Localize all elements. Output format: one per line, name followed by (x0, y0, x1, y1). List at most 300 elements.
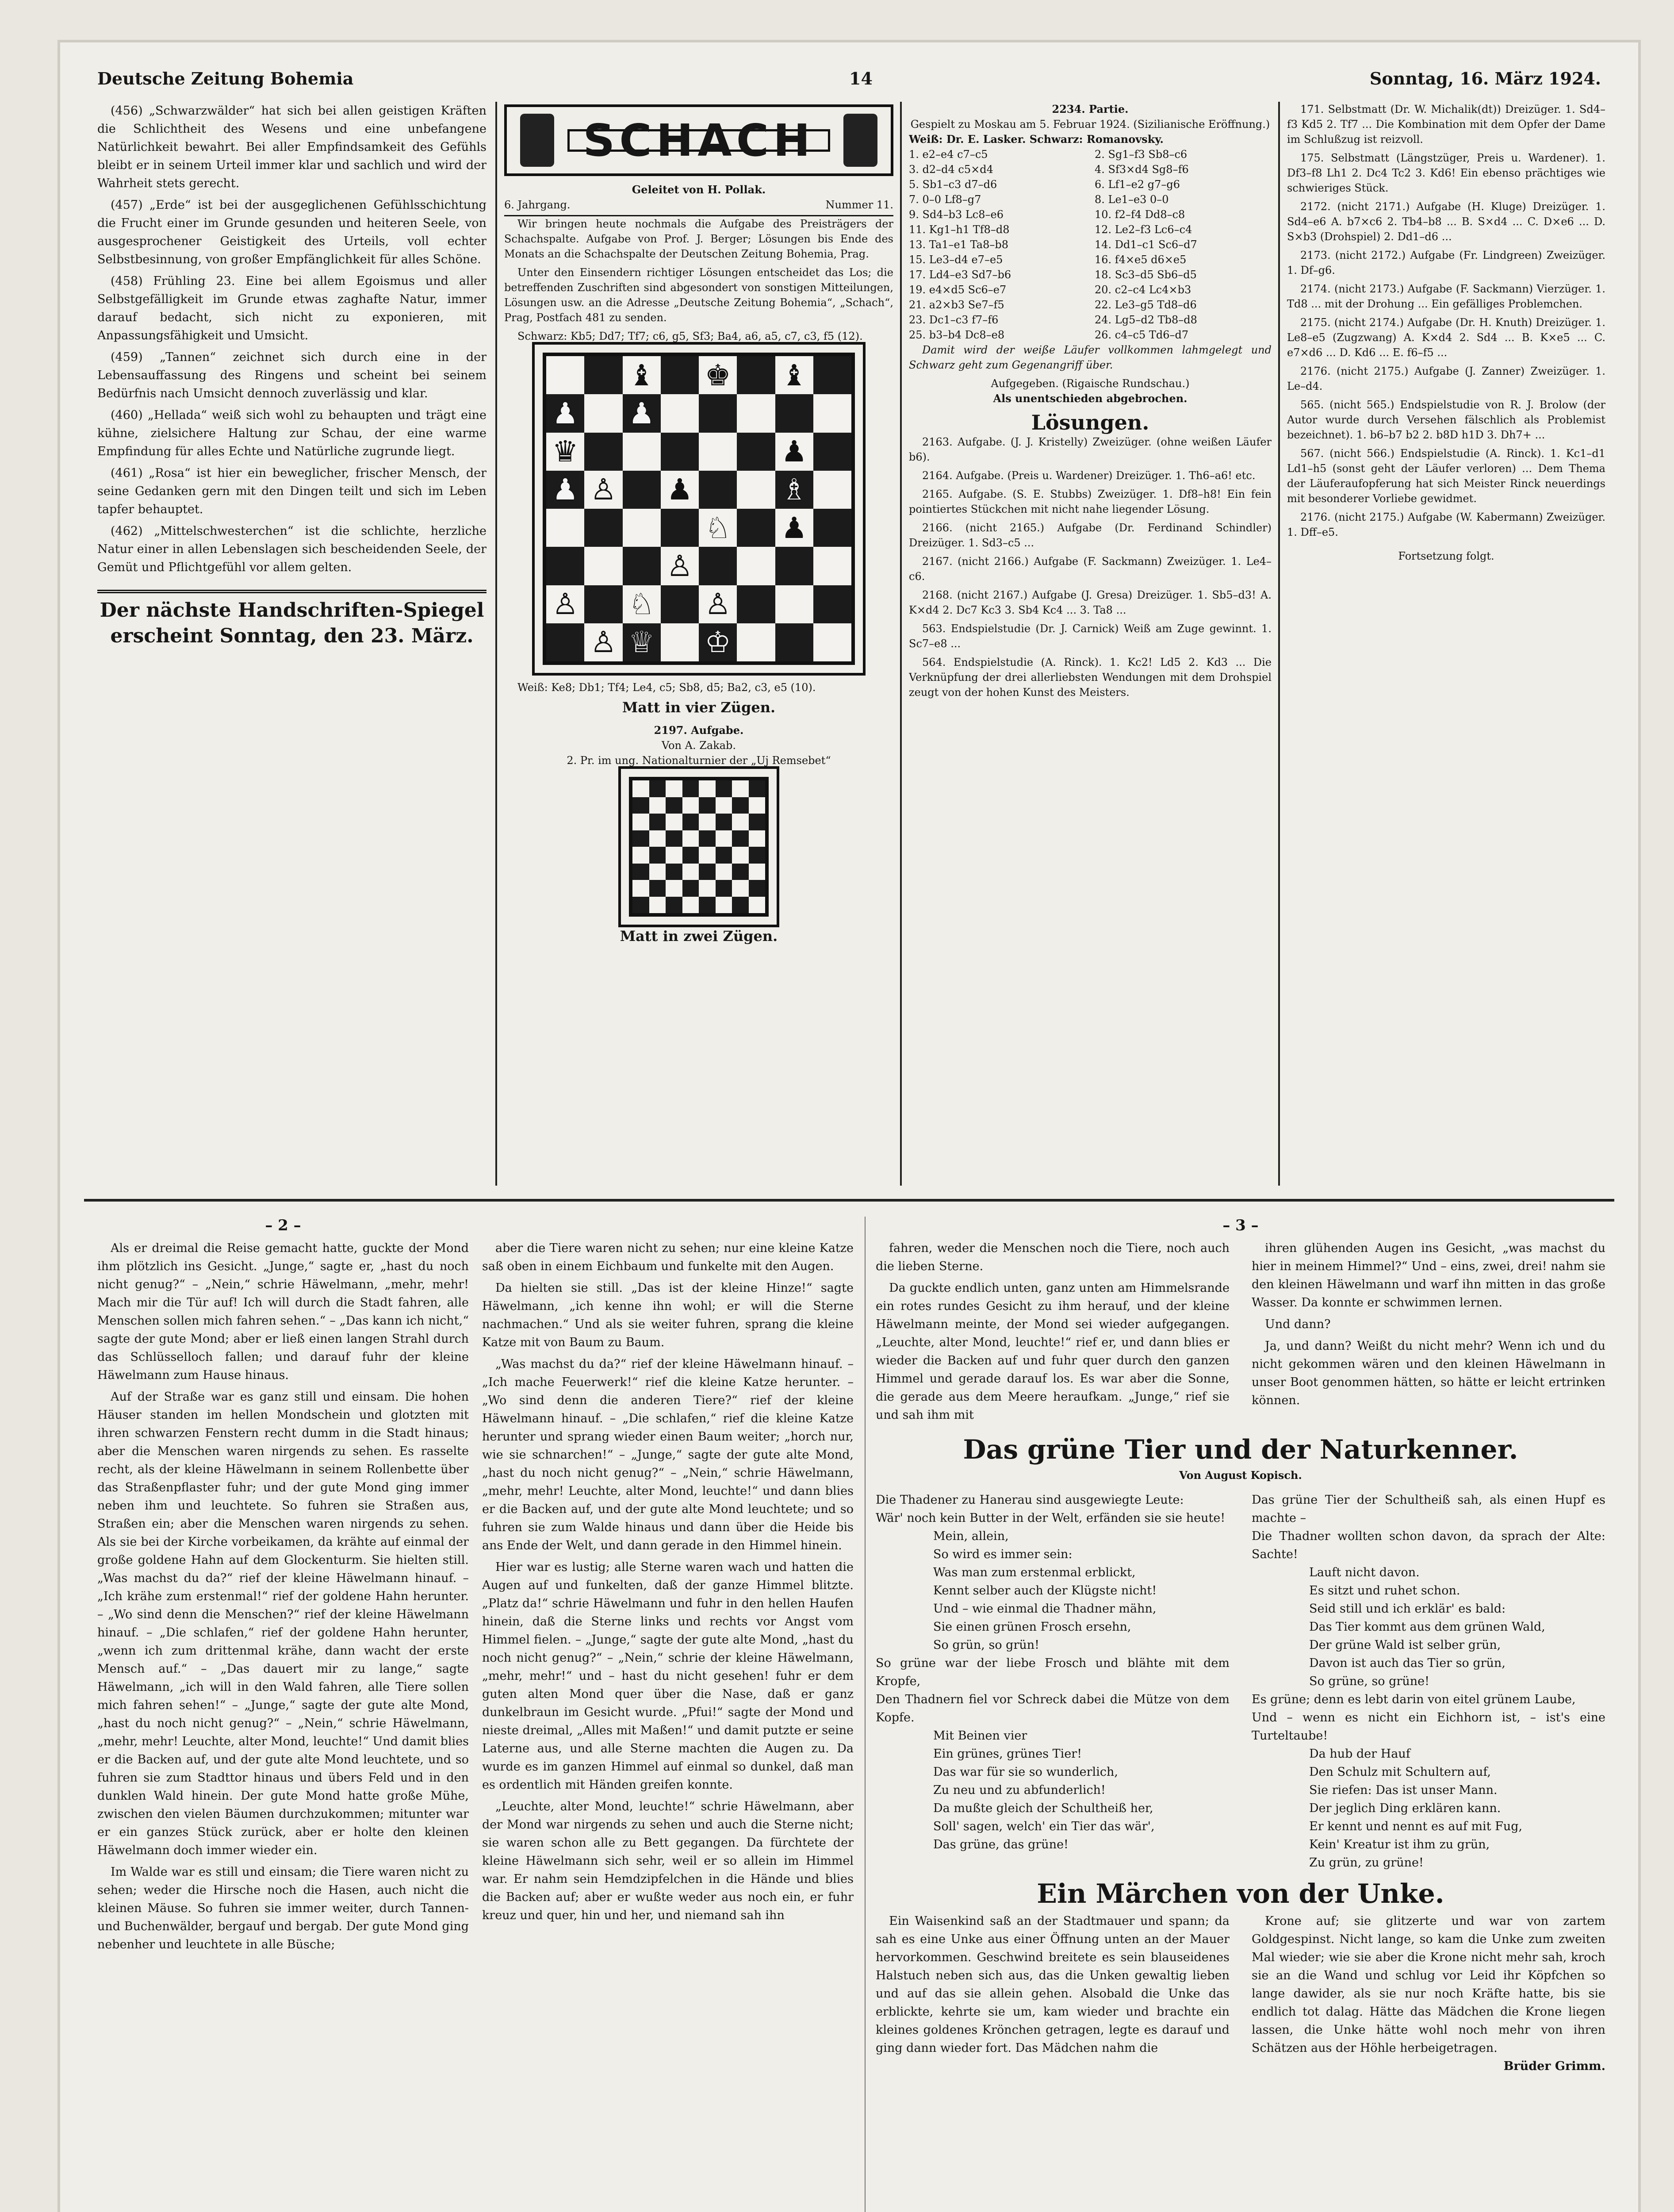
board-square (546, 356, 584, 394)
board-square (699, 830, 716, 847)
poem-line: Es sitzt und ruhet schon. (1309, 1584, 1460, 1598)
move: 7. 0–0 Lf8–g7 (909, 193, 981, 206)
board-square (813, 547, 851, 585)
chess-meta (504, 197, 893, 216)
page-number-right: – 3 – (1222, 1217, 1259, 1234)
board-square (732, 814, 749, 830)
board-square (699, 509, 737, 547)
board-square (732, 897, 749, 914)
partie-tail: Als unentschieden abgebrochen. (993, 392, 1188, 405)
board-square (666, 880, 682, 897)
board-square (682, 897, 699, 914)
board-square (623, 509, 661, 547)
graphology-entry: (461) „Rosa“ ist hier ein beweglicher, frischer Mensch, der seine Gedanken gern mit den Dingen teilt und sich im Leben tapfer behauptet. (97, 466, 486, 516)
chess-intro-2: Unter den Einsendern richtiger Lösungen entscheidet das Los; die betreffenden Zuschriften sind abgesondert von sonstigen Mitteilungen, Lösungen usw. an die Adresse „Deutsche Zeitung Bohemia“, „Schach“, Prag, Postfach 481 zu senden. (504, 266, 893, 324)
poem-line: Das Tier kommt aus dem grünen Wald, (1309, 1620, 1545, 1634)
board-square (649, 864, 666, 880)
board-square (623, 356, 661, 394)
board-square (682, 880, 699, 897)
move: 10. f2–f4 Dd8–c8 (1095, 208, 1185, 221)
chess-piece-icon: ♛ (552, 434, 578, 469)
poem-line: Sie riefen: Das ist unser Mann. (1309, 1783, 1498, 1797)
board-square (749, 847, 766, 864)
board-square (732, 864, 749, 880)
move: 21. a2×b3 Se7–f5 (909, 299, 1004, 311)
board-square (813, 394, 851, 432)
move: 8. Le1–e3 0–0 (1095, 193, 1169, 206)
tale-title: Ein Märchen von der Unke. (1037, 1878, 1444, 1909)
poem-line: Und – wenn es nicht ein Eichhorn ist, – ist's eine Turteltaube! (1252, 1711, 1605, 1743)
problem-2-title: 2197. Aufgabe. (654, 724, 744, 737)
newspaper-page (57, 40, 1641, 2212)
move: 5. Sb1–c3 d7–d6 (909, 178, 997, 191)
story-paragraph: Im Walde war es still und einsam; die Tiere waren nicht zu sehen; weder die Hirsche noch die Hasen, auch nicht die kleinen Mäuse. So fuhren sie immer weiter, durch Tannen- und Buchenwälder, bergauf und bergab. Der gute Mond ging nebenher und leuchtete in alle Büsche; (97, 1865, 469, 1951)
story-column-2 (482, 1217, 854, 2212)
right-emblem-icon (843, 114, 877, 167)
partie-subtitle: Gespielt zu Moskau am 5. Februar 1924. (Sizilianische Eröffnung.) (910, 118, 1270, 131)
board-square (716, 880, 732, 897)
poem-title: Das grüne Tier und der Naturkenner. (963, 1434, 1518, 1465)
poem-line: Was man zum erstenmal erblickt, (933, 1566, 1136, 1579)
move: 25. b3–b4 Dc8–e8 (909, 329, 1005, 341)
fold-line (865, 1217, 866, 2212)
poem-line: Mein, allein, (933, 1529, 1009, 1543)
poem-line: Ein grünes, grünes Tier! (933, 1747, 1082, 1761)
column-divider (1278, 102, 1280, 1186)
solution-entry: 2167. (nicht 2166.) Aufgabe (F. Sackmann) Zweizüger. 1. Le4–c6. (909, 555, 1272, 583)
board-square (546, 623, 584, 661)
board-square (546, 394, 584, 432)
problem-2-source: 2. Pr. im ung. Nationalturnier der „Uj Remsebet“ (567, 754, 831, 767)
board-square (699, 394, 737, 432)
solution-entry: 2173. (nicht 2172.) Aufgabe (Fr. Lindgreen) Zweizüger. 1. Df–g6. (1287, 249, 1605, 276)
chess-piece-icon: ♙ (590, 625, 617, 660)
board-square (649, 814, 666, 830)
poem-line: Und – wie einmal die Thadner mähn, (933, 1602, 1157, 1616)
poem-line: Den Thadnern fiel vor Schreck dabei die Mütze von dem Kopfe. (876, 1693, 1230, 1724)
solution-entry: 564. Endspielstudie (A. Rinck). 1. Kc2! Ld5 2. Kd3 ... Die Verknüpfung der drei allerliebsten Wendungen mit dem Drohspiel zeugt von der hohen Kunst des Meisters. (909, 656, 1272, 699)
solution-entry: 2163. Aufgabe. (J. J. Kristelly) Zweizüger. (ohne weißen Läufer b6). (909, 436, 1272, 463)
board-square (813, 471, 851, 509)
board-square (749, 780, 766, 797)
move: 3. d2–d4 c5×d4 (909, 163, 993, 176)
graphology-entry: (459) „Tannen“ zeichnet sich durch eine in der Lebensauffassung des Ringens und scheint bei seinem Bedürfnis nach Umsicht dennoch zuverlässig und klar. (97, 350, 486, 400)
chess-intro: Wir bringen heute nochmals die Aufgabe des Preisträgers der Schachspalte. Aufgabe von Prof. J. Berger; Lösungen bis Ende des Monats an die Schachspalte der Deutschen Zeitung Bohemia, Prag. (504, 218, 893, 260)
solutions-column-2 (1287, 102, 1605, 1186)
horizontal-rule (84, 1199, 1614, 1202)
chess-header-box (504, 104, 893, 176)
graphology-entry: (462) „Mittelschwesterchen“ ist die schlichte, herzliche Natur einer in allen Lebenslagen sich bescheidenden Seele, der Gemüt und Pflichtgefühl vor allem gelten. (97, 524, 486, 574)
board-square (661, 433, 699, 471)
poem-line: Das war für sie so wunderlich, (933, 1765, 1118, 1779)
continuation-note: Fortsetzung folgt. (1398, 550, 1494, 562)
column-divider (495, 102, 497, 1186)
chess-piece-icon: ♗ (781, 472, 808, 507)
story-column-1 (97, 1217, 469, 2212)
board-square (716, 780, 732, 797)
board-square (699, 471, 737, 509)
move: 20. c2–c4 Lc4×b3 (1095, 284, 1191, 296)
chess-piece-icon: ♝ (781, 358, 808, 392)
solution-entry: 2176. (nicht 2175.) Aufgabe (J. Zanner) Zweizüger. 1. Le–d4. (1287, 365, 1605, 392)
board-square (749, 864, 766, 880)
board-square (716, 864, 732, 880)
board-square (716, 797, 732, 814)
board-square (682, 797, 699, 814)
poem-line: Es grüne; denn es lebt darin von eitel grünem Laube, (1252, 1693, 1576, 1706)
board-square (632, 847, 649, 864)
board-square (649, 797, 666, 814)
board-square (661, 623, 699, 661)
poem-line: Mit Beinen vier (933, 1729, 1027, 1743)
move: 1. e2–e4 c7–c5 (909, 148, 988, 161)
tale-left: Ein Waisenkind saß an der Stadtmauer und spann; da sah es eine Unke aus einer Öffnung unten an der Mauer hervorkommen. Geschwind breitete es sein blauseidenes Halstuch neben sich aus, das die Unken gewaltig lieben und auf das sie allein gehen. Alsobald die Unke das erblickte, kehrte sie um, kam wieder und brachte ein kleines goldenes Krönchen getragen, legte es darauf und ging dann wieder fort. Das Mädchen nahm die (876, 1914, 1230, 2055)
chess-piece-icon: ♙ (552, 587, 578, 622)
board-square (699, 864, 716, 880)
chess-piece-icon: ♔ (705, 625, 731, 660)
solutions-title: Lösungen. (1031, 411, 1149, 434)
board-square (584, 623, 622, 661)
move: 13. Ta1–e1 Ta8–b8 (909, 238, 1008, 251)
chess-piece-icon: ♟ (781, 434, 808, 469)
poem-right-column (1252, 1491, 1605, 1872)
board-square (584, 356, 622, 394)
poem-line: So wird es immer sein: (933, 1548, 1073, 1561)
header-newspaper-name: Deutsche Zeitung Bohemia (97, 69, 354, 88)
board-square (775, 471, 813, 509)
graphology-entry: (456) „Schwarzwälder“ hat sich bei allen geistigen Kräften die Schlichtheit des Wesens und eine unbefangene Natürlichkeit bewahrt. Bei aller Empfindsamkeit des Gefühls bleibt er in seinem Urteil immer klar und sachlich und wird der Wahrheit stets gerecht. (97, 104, 486, 190)
chess-piece-icon: ♟ (628, 396, 655, 430)
board-square (666, 780, 682, 797)
story-paragraph: Ja, und dann? Weißt du nicht mehr? Wenn ich und du nicht gekommen wären und den kleinen Häwelmann in unser Boot genommen hätten, so hätte er leicht ertrinken können. (1252, 1339, 1605, 1407)
board-square (666, 897, 682, 914)
board-square (632, 864, 649, 880)
board-square (623, 585, 661, 623)
story-paragraph: Als er dreimal die Reise gemacht hatte, guckte der Mond ihm plötzlich ins Gesicht. „Junge,“ sagte er, „hast du noch nicht genug?“ – „Nein,“ schrie Häwelmann, „mehr, mehr! Mach mir die Tür auf! Ich will durch die Stadt fahren, alle Menschen sollen mich fahren sehen.“ – „Das kann ich nicht,“ sagte der gute Mond; aber er ließ einen langen Strahl durch das Schlüsselloch fallen; und darauf fuhr der kleine Häwelmann zum Hause hinaus. (97, 1241, 469, 1382)
board-square (632, 780, 649, 797)
solution-entry: 2172. (nicht 2171.) Aufgabe (H. Kluge) Dreizüger. 1. Sd4–e6 A. b7×c6 2. Tb4–b8 ... B. S×d4 ... C. D×e6 ... D. S×b3 (Drohspiel) 2. Dd1–d6 ... (1287, 200, 1605, 243)
board-square (775, 356, 813, 394)
board-square (682, 830, 699, 847)
task-2-goal: Matt in zwei Zügen. (620, 928, 778, 945)
board-square (732, 780, 749, 797)
board-square (546, 433, 584, 471)
move: 15. Le3–d4 e7–e5 (909, 253, 1003, 266)
board-square (666, 847, 682, 864)
story-paragraph: Da guckte endlich unten, ganz unten am Himmelsrande ein rotes rundes Gesicht zu ihm herauf, und der kleine Häwelmann meinte, der Mond sei wieder aufgegangen. „Leuchte, alter Mond, leuchte!“ rief er, und dann blies er wieder die Backen auf und fuhr quer durch den ganzen Himmel und gerade darauf los. Es war aber die Sonne, die gerade aus dem Meere heraufkam. „Junge,“ rief sie und sah ihm mit (876, 1281, 1230, 1422)
board-square (813, 585, 851, 623)
partie-players: Weiß: Dr. E. Lasker. Schwarz: Romanovsky. (909, 133, 1164, 146)
move: 16. f4×e5 d6×e5 (1095, 253, 1187, 266)
poem-line: Der grüne Wald ist selber grün, (1309, 1638, 1501, 1652)
chess-piece-icon: ♝ (628, 358, 655, 392)
board-square (699, 623, 737, 661)
partie-comment: Damit wird der weiße Läufer vollkommen lahmgelegt und Schwarz geht zum Gegenangriff über. (909, 344, 1272, 371)
board-square (749, 830, 766, 847)
board-square (699, 897, 716, 914)
solution-entry: 2176. (nicht 2175.) Aufgabe (W. Kabermann) Zweizüger. 1. Dff–e5. (1287, 511, 1605, 538)
white-position: Weiß: Ke8; Db1; Tf4; Le4, c5; Sb8, d5; Ba2, c3, e5 (10). (517, 681, 816, 694)
move: 23. Dc1–c3 f7–f6 (909, 314, 999, 326)
board-square (546, 585, 584, 623)
board-square (813, 509, 851, 547)
board-square (775, 585, 813, 623)
board-square (682, 847, 699, 864)
header-date: Sonntag, 16. März 1924. (1369, 69, 1601, 88)
story-paragraph: „Leuchte, alter Mond, leuchte!“ schrie Häwelmann, aber der Mond war nirgends zu sehen und auch die Sterne nicht; sie waren schon alle zu Bett gegangen. Da fürchtete der kleine Häwelmann sich sehr, weil er so allein im Himmel war. Er nahm sein Hemdzipfelchen in die Hände und blies die Backen auf; aber er wußte weder aus noch ein, er fuhr kreuz und quer, hin und her, und niemand sah ihn (482, 1800, 854, 1922)
board-square (623, 471, 661, 509)
board-square (666, 797, 682, 814)
story-paragraph: fahren, weder die Menschen noch die Tiere, noch auch die lieben Sterne. (876, 1241, 1230, 1273)
partie-end: Aufgegeben. (Rigaische Rundschau.) (991, 377, 1190, 390)
move: 18. Sc3–d5 Sb6–d5 (1095, 269, 1197, 281)
poem-line: Da mußte gleich der Schultheiß her, (933, 1801, 1153, 1815)
games-column (909, 102, 1272, 1186)
board-square (666, 830, 682, 847)
board-square (737, 623, 775, 661)
board-square (584, 471, 622, 509)
chess-piece-icon: ♙ (667, 549, 693, 583)
board-square (584, 509, 622, 547)
move: 6. Lf1–e2 g7–g6 (1095, 178, 1180, 191)
board-square (623, 623, 661, 661)
board-square (813, 623, 851, 661)
poem-line: Den Schulz mit Schultern auf, (1309, 1765, 1491, 1779)
board-square (584, 394, 622, 432)
board-square (749, 880, 766, 897)
solution-entry: 2165. Aufgabe. (S. E. Stubbs) Zweizüger. 1. Df8–h8! Ein fein pointiertes Stückchen mit nicht nahe liegender Lösung. (909, 488, 1272, 515)
board-square (623, 394, 661, 432)
board-square (632, 830, 649, 847)
board-square (716, 897, 732, 914)
move-list (909, 147, 1272, 342)
page-header (97, 64, 1601, 95)
board-square (649, 897, 666, 914)
board-square (546, 509, 584, 547)
board-square (623, 547, 661, 585)
graphology-entry: (460) „Hellada“ weiß sich wohl zu behaupten und trägt eine kühne, zielsichere Haltung zur Schau, der eine warme Empfindung für alles Echte und Natürliche zugrunde liegt. (97, 408, 486, 458)
board-square (699, 547, 737, 585)
solution-entry: 2168. (nicht 2167.) Aufgabe (J. Gresa) Dreizüger. 1. Sb5–d3! A. K×d4 2. Dc7 Kc3 3. Sb4 Kc4 ... 3. Ta8 ... (909, 589, 1272, 616)
board-square (649, 880, 666, 897)
chess-piece-icon: ♟ (781, 511, 808, 545)
poem-line: So grüne war der liebe Frosch und blähte mit dem Kropfe, (876, 1656, 1230, 1688)
board-square (699, 814, 716, 830)
board-square (737, 509, 775, 547)
board-square (699, 356, 737, 394)
poem-line: Da hub der Hauf (1309, 1747, 1410, 1761)
chess-piece-icon: ♟ (552, 396, 578, 430)
chess-issue: Nummer 11. (825, 199, 893, 211)
story-paragraph: Und dann? (1265, 1317, 1331, 1331)
poem-line: Lauft nicht davon. (1309, 1566, 1420, 1579)
graphology-entry: (458) Frühling 23. Eine bei allem Egoismus und aller Selbstgefälligkeit im Grunde etwas zaghafte Natur, immer darauf bedacht, sich nicht zu exponieren, mit Anpassungsfähigkeit und Umsicht. (97, 274, 486, 342)
solution-entry: 2166. (nicht 2165.) Aufgabe (Dr. Ferdinand Schindler) Dreizüger. 1. Sd3–c5 ... (909, 522, 1272, 549)
move: 22. Le3–g5 Td8–d6 (1095, 299, 1197, 311)
poem-line: Seid still und ich erklär' es bald: (1309, 1602, 1506, 1616)
board-square (632, 814, 649, 830)
chess-piece-icon: ♙ (590, 472, 617, 507)
board-square (632, 897, 649, 914)
board-square (661, 547, 699, 585)
graphology-entry: (457) „Erde“ ist bei der ausgeglichenen Gefühlsschichtung die Frucht einer im Grunde gesunden und heiteren Seele, von ausgesprochener Geistigkeit des Urteils, voll echter Selbstbesinnung, von großer Empfänglichkeit für alles Schöne. (97, 198, 486, 266)
solution-entry: 563. Endspielstudie (Dr. J. Carnick) Weiß am Zuge gewinnt. 1. Sc7–e8 ... (909, 622, 1272, 650)
tale-signature: Brüder Grimm. (1503, 2059, 1605, 2073)
board-square (682, 864, 699, 880)
board-square (699, 433, 737, 471)
move: 17. Ld4–e3 Sd7–b6 (909, 269, 1011, 281)
poem-line: Die Thadner wollten schon davon, da sprach der Alte: Sachte! (1252, 1529, 1605, 1561)
board-square (661, 471, 699, 509)
board-square (682, 814, 699, 830)
poem-line: Wär' noch kein Butter in der Welt, erfänden sie sie heute! (876, 1511, 1226, 1525)
board-square (699, 880, 716, 897)
move: 19. e4×d5 Sc6–e7 (909, 284, 1007, 296)
poem-line: Kennt selber auch der Klügste nicht! (933, 1584, 1157, 1598)
solution-entry: 2174. (nicht 2173.) Aufgabe (F. Sackmann) Vierzüger. 1. Td8 ... mit der Drohung ... Ein gefälliges Problemchen. (1287, 283, 1605, 310)
move: 4. Sf3×d4 Sg8–f6 (1095, 163, 1189, 176)
poem-line: Kein' Kreatur ist ihm zu grün, (1309, 1838, 1490, 1851)
story-paragraph: „Was machst du da?“ rief der kleine Häwelmann hinauf. – „Ich mache Feuerwerk!“ rief die kleine Katze herunter. – „Wo sind denn die anderen Tiere?“ rief der kleine Häwelmann hinauf. – „Die schlafen,“ rief die kleine Katze herunter und sprang wieder einen Baum weiter; „horch nur, wie sie schnarchen!“ – „Junge,“ sagte der gute alte Mond, „hast du noch nicht genug?“ – „Nein,“ schrie Häwelmann, „mehr, mehr! Leuchte, alter Mond, leuchte!“ und dann blies er die Backen auf, und der gute alte Mond leuchtete; und so fuhren sie zum Walde hinaus und dann über die Heide bis ans Ende der Welt, und dann gerade in den Himmel hinein. (482, 1357, 854, 1552)
board-square (737, 394, 775, 432)
board-square (649, 830, 666, 847)
poem-line: Davon ist auch das Tier so grün, (1309, 1656, 1505, 1670)
board-square (546, 471, 584, 509)
chess-title: SCHACH (567, 129, 830, 152)
header-page-number: 14 (849, 69, 873, 88)
solution-entry: 565. (nicht 565.) Endspielstudie von R. J. Brolow (der Autor wurde durch Versehen fälschlich als Problemist bezeichnet). 1. b6–b7 b2 2. b8D h1D 3. Dh7+ ... (1287, 399, 1605, 441)
tale-right: Krone auf; sie glitzerte und war von zartem Goldgespinst. Nicht lange, so kam die Unke zum zweiten Mal wieder; wie sie aber die Krone nicht mehr sah, kroch sie an die Wand und schlug vor Leid ihr Köpfchen so lange dawider, als sie nur noch Kräfte hatte, bis sie endlich tot dalag. Hätte das Mädchen die Krone liegen lassen, die Unke hätte wohl noch mehr von ihren Schätzen aus der Höhle herbeigetragen. (1252, 1914, 1605, 2055)
story-paragraph: Hier war es lustig; alle Sterne waren wach und hatten die Augen auf und funkelten, daß der ganze Himmel blitzte. „Platz da!“ schrie Häwelmann und fuhr in den hellen Haufen hinein, daß die Sterne links und rechts vor Angst vom Himmel fielen. – „Junge,“ sagte der gute alte Mond, „hast du noch nicht genug?“ – „Nein,“ schrie der kleine Häwelmann, „mehr, mehr!“ und – hast du nicht gesehen! fuhr er dem guten alten Mond quer über die Nase, daß er ganz dunkelbraun im Gesicht wurde. „Pfui!“ sagte der Mond und nieste dreimal, „Alles mit Maßen!“ und damit putzte er seine Laterne aus, und alle Sterne machten die Augen zu. Da wurde es im ganzen Himmel auf einmal so dunkel, daß man es ordentlich mit Händen greifen konnte. (482, 1560, 854, 1792)
chess-diagram-1 (543, 353, 855, 665)
move: 12. Le2–f3 Lc6–c4 (1095, 223, 1192, 236)
right-lower-page (876, 1217, 1605, 2212)
poem-left-column (876, 1491, 1230, 1872)
story-continued (876, 1239, 1230, 1428)
story-paragraph: Da hielten sie still. „Das ist der kleine Hinze!“ sagte Häwelmann, „ich kenne ihn wohl; er will die Sterne nachmachen.“ Und als sie weiter fuhren, sprang die kleine Katze mit von Baum zu Baum. (482, 1281, 854, 1349)
chess-piece-icon: ♟ (667, 472, 693, 507)
chess-volume: 6. Jahrgang. (504, 199, 571, 211)
story-paragraph: ihren glühenden Augen ins Gesicht, „was machst du hier in meinem Himmel?“ Und – eins, zwei, drei! nahm sie den kleinen Häwelmann und warf ihn mitten in das große Wasser. Da konnte er schwimmen lernen. (1252, 1241, 1605, 1310)
chess-piece-icon: ♚ (705, 358, 731, 392)
poem-line: Er kennt und nennt es auf mit Fug, (1309, 1820, 1523, 1833)
move: 14. Dd1–c1 Sc6–d7 (1095, 238, 1197, 251)
board-square (737, 471, 775, 509)
move: 11. Kg1–h1 Tf8–d8 (909, 223, 1010, 236)
board-square (661, 394, 699, 432)
poem-line: So grün, so grün! (933, 1638, 1039, 1652)
board-square (649, 780, 666, 797)
chess-piece-icon: ♘ (705, 511, 731, 545)
board-square (737, 547, 775, 585)
solution-entry: 2175. (nicht 2174.) Aufgabe (Dr. H. Knuth) Dreizüger. 1. Le8–e5 (Zugzwang) A. K×d4 2. Sd4 ... B. K×e5 ... C. e7×d6 ... D. Kd6 ... E. f6–f5 ... (1287, 316, 1605, 359)
chess-piece-icon: ♘ (628, 587, 655, 622)
board-square (632, 880, 649, 897)
story-paragraph: Auf der Straße war es ganz still und einsam. Die hohen Häuser standen im hellen Mondschein und glotzten mit ihren schwarzen Fenstern recht dumm in die Stadt hinaus; aber die Menschen waren nirgends zu sehen. Es rasselte recht, als der kleine Häwelmann in seinem Rollenbette über das Straßenpflaster fuhr; und der gute Mond ging immer neben ihm und leuchtete. So fuhren sie Straßen aus, Straßen ein; aber die Menschen waren nirgends zu sehen. Als sie bei der Kirche vorbeikamen, da krähte auf einmal der große goldene Hahn auf dem Glockenturm. Sie hielten still. „Was machst du da?“ rief der kleine Häwelmann hinauf. – „Ich krähe zum erstenmal!“ rief der goldene Hahn herunter. – „Wo sind denn die Menschen?“ rief der kleine Häwelmann hinauf. – „Die schlafen,“ rief der goldene Hahn herunter, „wenn ich zum drittenmal krähe, dann wacht der erste Mensch auf.“ – „Das dauert mir zu lange,“ sagte Häwelmann, „ich will in den Wald fahren, alle Tiere sollen mich fahren sehen!“ – „Junge,“ sagte der gute alte Mond, „hast du noch nicht genug?“ – „Nein,“ schrie Häwelmann, „mehr, mehr! Leuchte, alter Mond, leuchte!“ Und damit blies er die Backen auf, und der gute alte Mond leuchtete, und so fuhren sie zum Stadttor hinaus und übers Feld und in den dunklen Wald hinein. Der gute Mond hatte große Mühe, zwischen den vielen Bäumen durchzukommen; mitunter war er ein ganzes Stück zurück, aber er holte den kleinen Häwelmann doch immer wieder ein. (97, 1390, 469, 1857)
solution-entry: 171. Selbstmatt (Dr. W. Michalik(dt)) Dreizüger. 1. Sd4–f3 Kd5 2. Tf7 ... Die Kombination mit dem Opfer der Dame im Schlußzug ist reizvoll. (1287, 103, 1605, 146)
board-square (813, 356, 851, 394)
solution-entry: 2164. Aufgabe. (Preis u. Wardener) Dreizüger. 1. Th6–a6! etc. (922, 469, 1256, 482)
board-square (775, 623, 813, 661)
board-square (732, 797, 749, 814)
story-end (1252, 1239, 1605, 1428)
poem-line: So grüne, so grüne! (1309, 1674, 1429, 1688)
board-square (699, 780, 716, 797)
board-square (775, 509, 813, 547)
board-square (584, 547, 622, 585)
board-square (623, 433, 661, 471)
move: 2. Sg1–f3 Sb8–c6 (1095, 148, 1188, 161)
board-square (661, 509, 699, 547)
chess-piece-icon: ♕ (628, 625, 655, 660)
black-position: Schwarz: Kb5; Dd7; Tf7; c6, g5, Sf3; Ba4, a6, a5, c7, c3, f5 (12). (517, 330, 863, 342)
board-square (813, 433, 851, 471)
board-square (546, 547, 584, 585)
board-square (699, 797, 716, 814)
poem-author: Von August Kopisch. (1179, 1469, 1302, 1482)
board-square (775, 394, 813, 432)
chess-column (504, 102, 893, 1186)
board-square (699, 585, 737, 623)
board-square (699, 847, 716, 864)
page-number-left: – 2 – (265, 1217, 301, 1234)
board-square (716, 814, 732, 830)
story-paragraph: aber die Tiere waren nicht zu sehen; nur eine kleine Katze saß oben in einem Eichbaum und funkelte mit den Augen. (482, 1241, 854, 1273)
board-square (737, 585, 775, 623)
board-square (661, 585, 699, 623)
left-emblem-icon (520, 114, 554, 167)
chess-piece-icon: ♙ (705, 587, 731, 622)
task-1-goal: Matt in vier Zügen. (622, 699, 776, 716)
move: 9. Sd4–b3 Lc8–e6 (909, 208, 1004, 221)
solution-entry: 567. (nicht 566.) Endspielstudie (A. Rinck). 1. Kc1–d1 Ld1–h5 (sonst geht der Läufer verloren) ... Dem Thema der Läuferaufopferung hat sich Meister Rinck neuerdings mit besonderer Vorliebe gewidmet. (1287, 447, 1605, 505)
board-square (666, 814, 682, 830)
poem-line: Das grüne Tier der Schultheiß sah, als einen Hupf es machte – (1252, 1493, 1605, 1525)
board-square (584, 433, 622, 471)
chess-piece-icon: ♟ (552, 472, 578, 507)
poem-line: Soll' sagen, welch' ein Tier das wär', (933, 1820, 1155, 1833)
board-square (749, 797, 766, 814)
board-square (584, 585, 622, 623)
partie-title: 2234. Partie. (1052, 103, 1129, 115)
board-square (749, 814, 766, 830)
board-square (716, 830, 732, 847)
move: 24. Lg5–d2 Tb8–d8 (1095, 314, 1197, 326)
board-square (775, 547, 813, 585)
poem-line: Die Thadener zu Hanerau sind ausgewiegte Leute: (876, 1493, 1184, 1507)
move: 26. c4–c5 Td6–d7 (1095, 329, 1189, 341)
solution-entry: 175. Selbstmatt (Längstzüger, Preis u. Wardener). 1. Df3–f8 Lh1 2. Dc4 Tc2 3. Kd6! Ein ebenso prächtiges wie schwieriges Stück. (1287, 152, 1605, 194)
poem-line: Zu neu und zu abfunderlich! (933, 1783, 1106, 1797)
board-square (661, 356, 699, 394)
board-square (716, 847, 732, 864)
poem-line: Zu grün, zu grüne! (1309, 1856, 1424, 1870)
poem-line: Sie einen grünen Frosch ersehn, (933, 1620, 1131, 1634)
board-square (737, 433, 775, 471)
problem-2-author: Von A. Zakab. (661, 739, 736, 752)
board-square (732, 830, 749, 847)
board-square (682, 780, 699, 797)
graphology-column (97, 102, 486, 1186)
board-square (749, 897, 766, 914)
poem-line: Der jeglich Ding erklären kann. (1309, 1801, 1501, 1815)
next-issue-note: Der nächste Handschriften-Spiegel erscheint Sonntag, den 23. März. (97, 590, 486, 649)
board-square (775, 433, 813, 471)
board-square (649, 847, 666, 864)
board-square (732, 847, 749, 864)
poem-line: Das grüne, das grüne! (933, 1838, 1069, 1851)
board-square (666, 864, 682, 880)
